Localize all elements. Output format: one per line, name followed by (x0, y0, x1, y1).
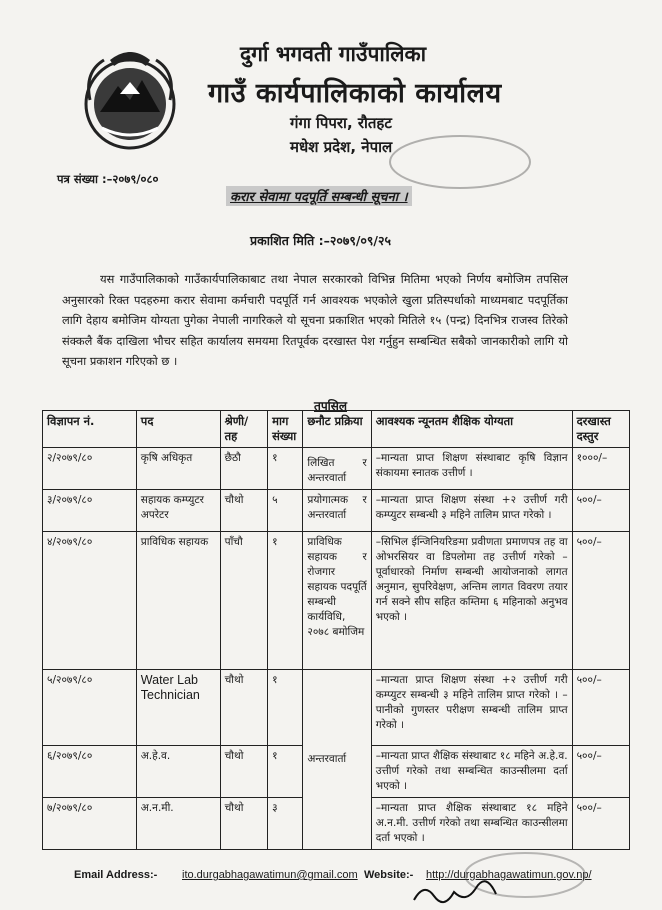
cell-fee: ५००/– (572, 490, 629, 532)
header-level: श्रेणी/ तह (220, 411, 267, 448)
table-title: तपसिल (314, 399, 348, 413)
website-label: Website:- (364, 869, 414, 881)
cell-post: प्राविधिक सहायक (136, 532, 220, 670)
cell-post: अ.हे.व. (136, 746, 220, 798)
office-name: गाउँ कार्यपालिकाको कार्यालय (208, 78, 502, 109)
cell-qualification: –मान्यता प्राप्त शिक्षण संस्थाबाट कृषि विज्ञान संकायमा स्नातक उत्तीर्ण । (371, 448, 572, 490)
reference-number: पत्र संख्या :–२०७९/०८० (57, 172, 159, 186)
cell-count: १ (268, 532, 303, 670)
municipality-name: दुर्गा भगवती गाउँपालिका (240, 42, 427, 66)
email-link[interactable]: ito.durgabhagawatimun@gmail.com (182, 869, 358, 881)
cell-ad-no: ३/२०७९/८० (43, 490, 137, 532)
header-ad-no: विज्ञापन नं. (43, 411, 137, 448)
office-address-line2: मधेश प्रदेश, नेपाल (290, 138, 393, 156)
table-row (43, 490, 630, 532)
cell-count: ५ (268, 490, 303, 532)
cell-fee: ५००/– (572, 670, 629, 746)
header-process: छनौट प्रक्रिया (303, 411, 371, 448)
cell-fee: ५००/– (572, 746, 629, 798)
table-row (43, 448, 630, 490)
cell-process-merged: अन्तरवार्ता (303, 670, 371, 850)
cell-ad-no: २/२०७९/८० (43, 448, 137, 490)
table-row (43, 532, 630, 670)
office-stamp-icon (380, 132, 540, 192)
cell-count: ३ (268, 798, 303, 850)
cell-process: प्राविधिक सहायक र रोजगार सहायक पदपूर्ति सम्बन्धी कार्यविधि, २०७८ बमोजिम (303, 532, 371, 670)
cell-ad-no: ७/२०७९/८० (43, 798, 137, 850)
cell-level: छैठौ (220, 448, 267, 490)
cell-qualification: –मान्यता प्राप्त शिक्षण संस्था +२ उत्तीर्ण गरी कम्प्युटर सम्बन्धी ३ महिने तालिम प्राप्त गरेको । –पानीको गुणस्तर परीक्षण सम्बन्धी तालिम प्राप्त गरेको । (371, 670, 572, 746)
cell-count: १ (268, 448, 303, 490)
cell-post: सहायक कम्प्युटर अपरेटर (136, 490, 220, 532)
cell-ad-no: ४/२०७९/८० (43, 532, 137, 670)
cell-level: चौथो (220, 798, 267, 850)
cell-fee: ५००/– (572, 798, 629, 850)
publication-date: प्रकाशित मिति :–२०७९/०९/२५ (250, 233, 391, 248)
cell-level: चौथो (220, 746, 267, 798)
cell-process: लिखित र अन्तरवार्ता (303, 448, 371, 490)
website-link[interactable]: http://durgabhagawatimun.gov.np/ (426, 869, 592, 881)
cell-qualification: –सिभिल ईन्जिनियरिङमा प्रवीणता प्रमाणपत्र तह वा ओभरसियर वा डिपलोमा तह उत्तीर्ण गरेको –पूर्वाधारको निर्माण सम्बन्धी आयोजनाको लागत अनुमान, सुपरिवेक्षण, अन्तिम लागत विवरण तयार गर्न सक्ने सीप सहित कम्तिमा ६ महिनाको अनुभव भएको । (371, 532, 572, 670)
table-header-row (43, 411, 630, 448)
signature-icon (410, 878, 500, 908)
cell-post: अ.न.मी. (136, 798, 220, 850)
cell-count: १ (268, 746, 303, 798)
cell-process: प्रयोगात्मक र अन्तरवार्ता (303, 490, 371, 532)
notice-body: यस गाउँपालिकाको गाउँकार्यपालिकाबाट तथा नेपाल सरकारको विभिन्न मितिमा भएको निर्णय बमोजिम तपसिल अनुसारको रिक्त पदहरुमा करार सेवामा कर्मचारी पदपूर्ति गर्न आवश्यक भएकोले खुला प्रतिस्पर्धाको माध्यमबाट पदपूर्तिका लागि देहाय बमोजिम योग्यता पुगेका नेपाली नागरिकले यो सूचना प्रकाशित भएको मितिले १५ (पन्द्र) दिनभित्र राजस्व तिरेको संक्कलै बैंक दाखिला भौचर सहित कार्यालय समयमा रितपूर्वक दरखास्त पेश गर्नुहुन सम्बन्धित सबैको जानकारीको लागि यो सूचना प्रकाशन गरिएको छ । (62, 272, 568, 368)
table-row (43, 670, 630, 746)
cell-qualification: –मान्यता प्राप्त शैक्षिक संस्थाबाट १८ महिने अ.न.मी. उत्तीर्ण गरेको तथा सम्बन्धित काउन्सीलमा दर्ता भएको । (371, 798, 572, 850)
office-address-line1: गंगा पिपरा, रौतहट (290, 114, 392, 132)
header-qualification: आवश्यक न्यूनतम शैक्षिक योग्यता (371, 411, 572, 448)
cell-count: १ (268, 670, 303, 746)
cell-level: चौथो (220, 490, 267, 532)
nepal-emblem-icon (80, 42, 180, 160)
cell-level: चौथो (220, 670, 267, 746)
cell-level: पाँचौ (220, 532, 267, 670)
cell-qualification: –मान्यता प्राप्त शिक्षण संस्था +२ उत्तीर्ण गरी कम्प्युटर सम्बन्धी ३ महिने तालिम प्राप्त गरेको । (371, 490, 572, 532)
cell-ad-no: ६/२०७९/८० (43, 746, 137, 798)
header-fee: दरखास्त दस्तुर (572, 411, 629, 448)
email-label: Email Address:- (74, 869, 158, 881)
cell-fee: ५००/– (572, 532, 629, 670)
cell-qualification: –मान्यता प्राप्त शैक्षिक संस्थाबाट १८ महिने अ.हे.व. उत्तीर्ण गरेको तथा सम्बन्धित काउन्सीलमा दर्ता भएको । (371, 746, 572, 798)
header-post: पद (136, 411, 220, 448)
cell-fee: १०००/– (572, 448, 629, 490)
cell-post: कृषि अधिकृत (136, 448, 220, 490)
vacancy-table (42, 410, 630, 850)
cell-ad-no: ५/२०७९/८० (43, 670, 137, 746)
header-count: माग संख्या (268, 411, 303, 448)
notice-subject: करार सेवामा पदपूर्ति सम्बन्धी सूचना । (226, 186, 412, 206)
cell-post: Water Lab Technician (136, 670, 220, 746)
